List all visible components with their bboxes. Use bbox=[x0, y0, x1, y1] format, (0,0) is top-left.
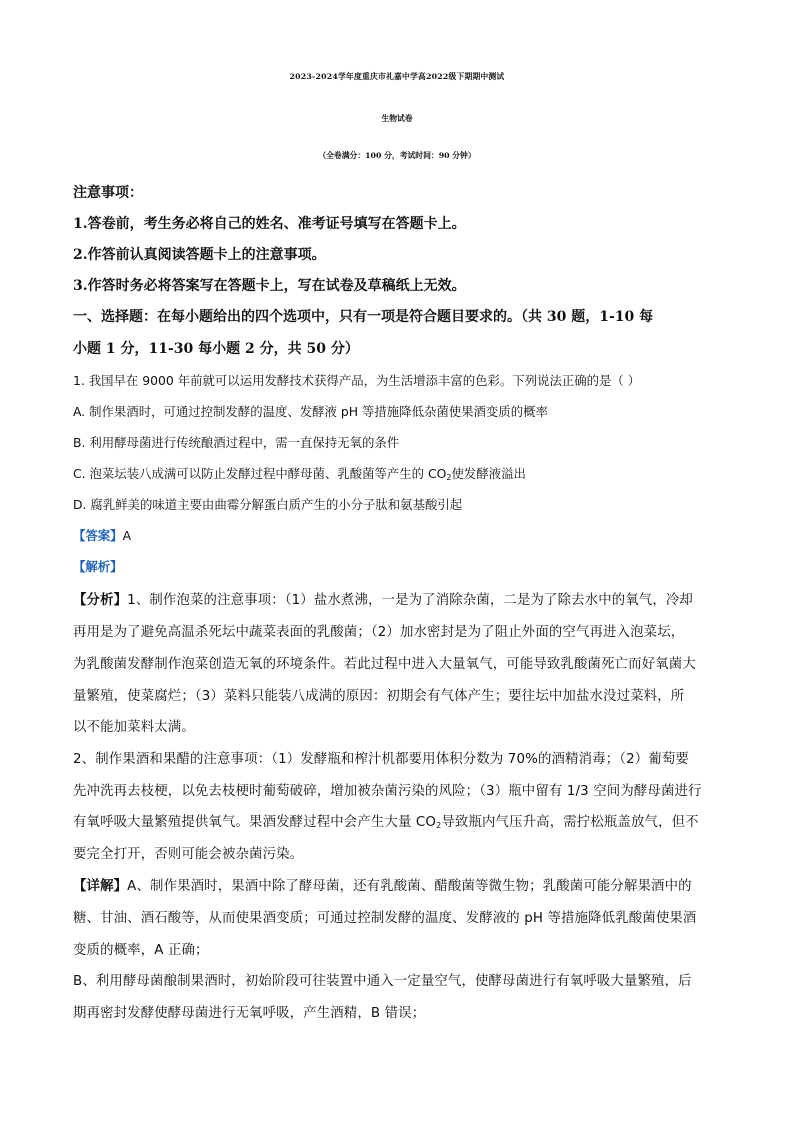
note-item-2: 2.作答前认真阅读答题卡上的注意事项。 bbox=[73, 247, 326, 263]
analysis-line-1: 【分析】1、制作泡菜的注意事项：（1）盐水煮沸，一是为了消除杂菌，二是为了除去水中的氧气，冷却 bbox=[73, 593, 693, 608]
analysis-line-7: 先冲洗再去枝梗，以免去枝梗时葡萄破碎，增加被杂菌污染的风险；（3）瓶中留有 1/3 空间为酵母菌进行 bbox=[73, 784, 702, 799]
analysis-tag: 【分析】 bbox=[73, 593, 128, 608]
detail-line-3: 变质的概率，A 正确； bbox=[73, 943, 209, 958]
exam-meta: （全卷满分：100 分，考试时间：90 分钟） bbox=[318, 151, 476, 160]
analysis-line-5: 以不能加菜料太满。 bbox=[73, 720, 195, 735]
option-c: C. 泡菜坛装八成满可以防止发酵过程中酵母菌、乳酸菌等产生的 $CO_2$使发酵液溢出 bbox=[73, 466, 526, 482]
analysis-label: 【解析】 bbox=[73, 559, 123, 574]
analysis-line-2: 再用是为了避免高温杀死坛中蔬菜表面的乳酸菌；（2）加水密封是为了阻止外面的空气再进入泡菜坛， bbox=[73, 625, 685, 640]
note-item-1: 1.答卷前，考生务必将自己的姓名、准考证号填写在答题卡上。 bbox=[73, 216, 466, 232]
notes-heading: 注意事项： bbox=[73, 185, 143, 201]
exam-title: 2023-2024学年度重庆市礼嘉中学高2022级下期期中测试 bbox=[289, 72, 505, 81]
section-heading-line-2: 小题 1 分，11-30 每小题 2 分，共 50 分） bbox=[73, 341, 359, 357]
note-item-3: 3.作答时务必将答案写在答题卡上，写在试卷及草稿纸上无效。 bbox=[73, 278, 466, 294]
detail-line-5: 期再密封发酵使酵母菌进行无氧呼吸，产生酒精，B 错误； bbox=[73, 1006, 426, 1021]
detail-line-2: 糖、甘油、酒石酸等，从而使果酒变质；可通过控制发酵的温度、发酵液的 pH 等措施降低乳酸菌使果酒 bbox=[73, 911, 697, 926]
option-d: D. 腐乳鲜美的味道主要由曲霉分解蛋白质产生的小分子肽和氨基酸引起 bbox=[73, 497, 463, 512]
analysis-line-6: 2、制作果酒和果醋的注意事项：（1）发酵瓶和榨汁机都要用体积分数为 70%的酒精消毒；（2）葡萄要 bbox=[73, 752, 689, 767]
option-a: A. 制作果酒时，可通过控制发酵的温度、发酵液 pH 等措施降低杂菌使果酒变质的概率 bbox=[73, 404, 548, 419]
question-stem: 1. 我国早在 9000 年前就可以运用发酵技术获得产品，为生活增添丰富的色彩。下列说法正确的是（ ） bbox=[73, 373, 641, 388]
analysis-line-3: 为乳酸菌发酵制作泡菜创造无氧的环境条件。若此过程中进入大量氧气，可能导致乳酸菌死亡而好氧菌大 bbox=[73, 657, 696, 672]
answer-line bbox=[73, 526, 723, 544]
detail-tag: 【详解】 bbox=[73, 879, 128, 894]
analysis-line-8: 有氧呼吸大量繁殖提供氧气。果酒发酵过程中会产生大量 $CO_2$导致瓶内气压升高，需拧松瓶盖放气，但不 bbox=[73, 815, 699, 830]
exam-subject: 生物试卷 bbox=[381, 114, 413, 123]
answer-label: 【答案】 bbox=[73, 528, 123, 543]
detail-line-1: 【详解】A、制作果酒时，果酒中除了酵母菌，还有乳酸菌、醋酸菌等微生物；乳酸菌可能分解果酒中的 bbox=[73, 879, 692, 894]
analysis-line-9: 要完全打开，否则可能会被杂菌污染。 bbox=[73, 847, 304, 862]
section-heading-line-1: 一、选择题：在每小题给出的四个选项中，只有一项是符合题目要求的。（共 30 题，1-10 每 bbox=[73, 309, 654, 325]
option-b: B. 利用酵母菌进行传统酿酒过程中，需一直保持无氧的条件 bbox=[73, 435, 400, 450]
answer-value: A bbox=[122, 528, 132, 543]
analysis-line-4: 量繁殖，使菜腐烂；（3）菜料只能装八成满的原因：初期会有气体产生；要往坛中加盐水没过菜料，所 bbox=[73, 689, 685, 704]
detail-line-4: B、利用酵母菌酿制果酒时，初始阶段可往装置中通入一定量空气，使酵母菌进行有氧呼吸大量繁殖，后 bbox=[73, 974, 692, 989]
